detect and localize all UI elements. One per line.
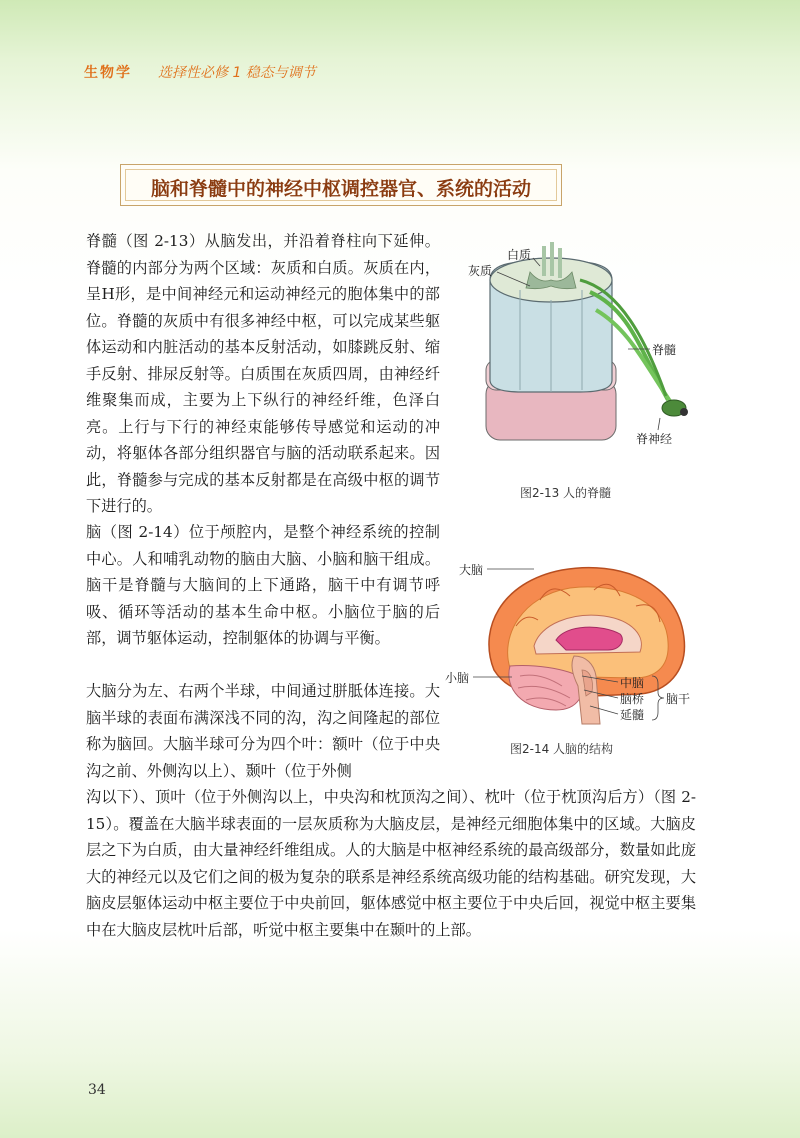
section-title: 脑和脊髓中的神经中枢调控器官、系统的活动 <box>150 178 531 200</box>
label-brainstem: 脑干 <box>666 692 691 706</box>
figure-2-14-caption: 图2-14 人脑的结构 <box>510 742 614 756</box>
label-pons: 脑桥 <box>620 692 645 706</box>
paragraph-brain: 脑（图 2-14）位于颅腔内，是整个神经系统的控制中心。人和哺乳动物的脑由大脑、小脑和脑干组成。脑干是脊髓与大脑间的上下通路，脑干中有调节呼吸、循环等活动的基本生命中枢。小脑位于脑的后部，调节躯体运动，控制躯体的协调与平衡。 <box>86 523 440 647</box>
label-medulla: 延髓 <box>620 708 645 722</box>
label-cerebrum: 大脑 <box>459 563 484 577</box>
page-number: 34 <box>88 1082 106 1098</box>
label-midbrain: 中脑 <box>620 676 645 690</box>
paragraph-spinal-cord: 脊髓（图 2-13）从脑发出，并沿着脊柱向下延伸。脊髓的内部分为两个区域：灰质和白质。灰质在内，呈H形，是中间神经元和运动神经元的胞体集中的部位。脊髓的灰质中有很多神经中枢，可以完成某些躯体运动和内脏活动的基本反射活动，如膝跳反射、缩手反射、排尿反射等。白质围在灰质四周，由神经纤维聚集而成，主要为上下纵行的神经纤维，色泽白亮。上行与下行的神经束能够传导感觉和运动的冲动，将躯体各部分组织器官与脑的活动联系起来。因此，脊髓参与完成的基本反射都是在高级中枢的调节下进行的。 <box>86 232 440 515</box>
label-spinal-cord: 脊髓 <box>652 343 677 357</box>
book-title: 生物学 <box>84 65 132 81</box>
paragraph-cerebrum-part-1: 大脑分为左、右两个半球，中间通过胼胝体连接。大脑半球的表面布满深浅不同的沟，沟之间隆起的部位称为脑回。大脑半球可分为四个叶：额叶（位于中央沟之前、外侧沟以上）、颞叶（位于外侧 <box>86 682 440 780</box>
label-white-matter: 白质 <box>507 248 532 262</box>
paragraph-cerebrum-part-2: 沟以下）、顶叶（位于外侧沟以上，中央沟和枕顶沟之间）、枕叶（位于枕顶沟后方）（图 2-15）。覆盖在大脑半球表面的一层灰质称为大脑皮层，是神经元细胞体集中的区域。大脑皮层之下为白质，由大量神经纤维组成。人的大脑是中枢神经系统的最高级部分，数量如此庞大的神经元以及它们之间的极为复杂的联系是神经系统高级功能的结构基础。研究发现，大脑皮层躯体运动中枢主要位于中央前回，躯体感觉中枢主要位于中央后回，视觉中枢主要集中在大脑皮层枕叶后部，听觉中枢主要集中在颞叶的上部。 <box>86 788 696 939</box>
label-spinal-nerve: 脊神经 <box>636 432 673 446</box>
label-cerebellum: 小脑 <box>445 671 470 685</box>
figure-2-13-caption: 图2-13 人的脊髓 <box>520 486 612 500</box>
label-gray-matter: 灰质 <box>468 264 493 278</box>
volume-title: 选择性必修 1 稳态与调节 <box>158 65 316 81</box>
